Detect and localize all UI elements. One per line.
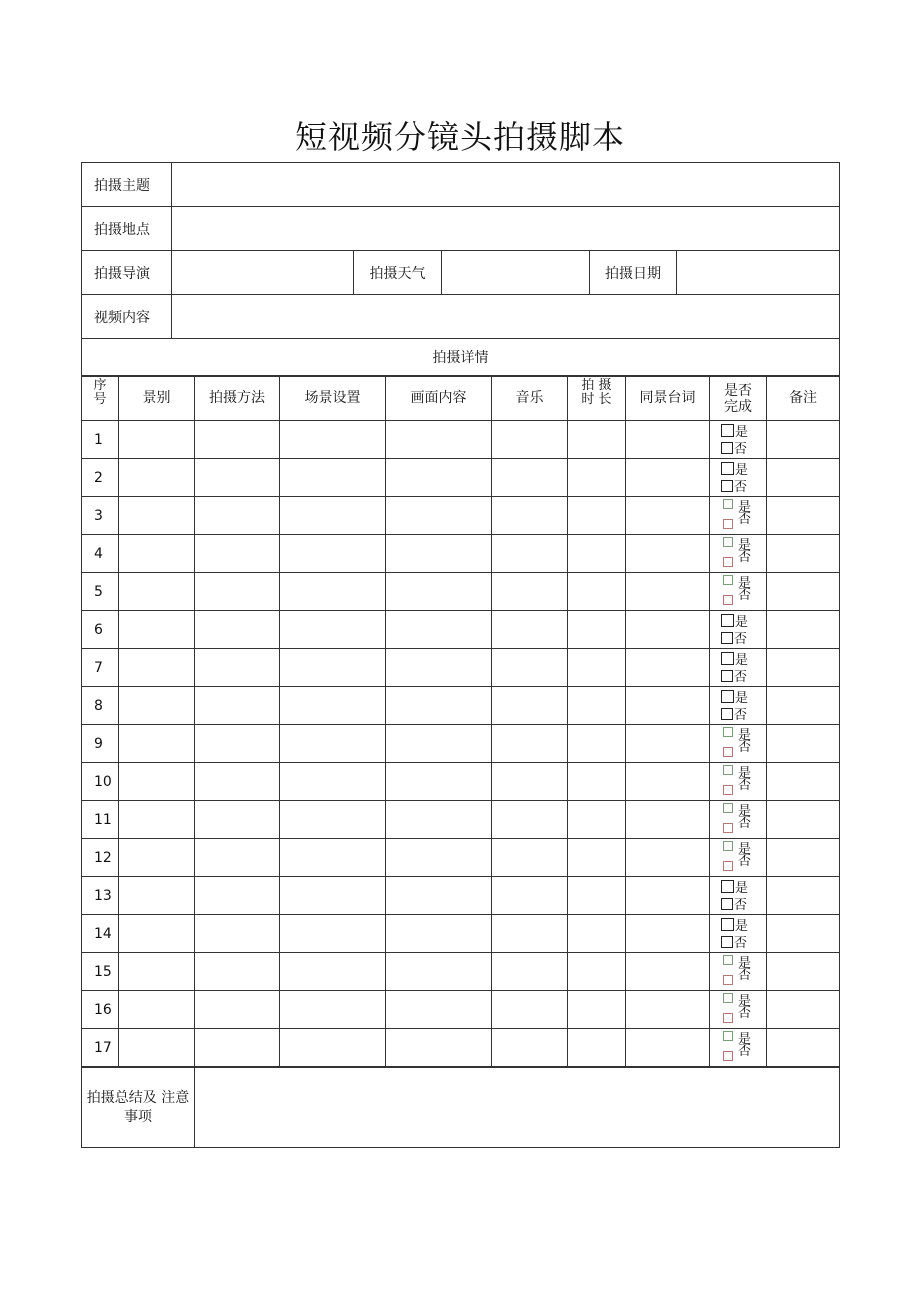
shot-cell[interactable] bbox=[119, 573, 195, 611]
music-cell[interactable] bbox=[492, 763, 568, 801]
done-cell bbox=[710, 573, 767, 611]
info-table bbox=[81, 162, 840, 376]
no-checkbox[interactable] bbox=[723, 557, 733, 567]
shot-cell[interactable] bbox=[119, 535, 195, 573]
duration-cell[interactable] bbox=[568, 1029, 626, 1067]
table-row bbox=[82, 801, 840, 839]
dialogue-cell[interactable] bbox=[626, 953, 710, 991]
no-checkbox[interactable] bbox=[721, 480, 733, 492]
no-option-label: 否 bbox=[738, 968, 752, 983]
method-cell[interactable] bbox=[195, 573, 280, 611]
row-number: 2 bbox=[82, 459, 119, 497]
yes-option-label: 是 bbox=[738, 804, 752, 819]
date-label: 拍摄日期 bbox=[590, 251, 677, 295]
method-cell[interactable] bbox=[195, 459, 280, 497]
frame-cell[interactable] bbox=[386, 763, 492, 801]
row-number: 14 bbox=[82, 915, 119, 953]
no-option-label: 否 bbox=[734, 936, 748, 951]
method-cell[interactable] bbox=[195, 991, 280, 1029]
scene-cell[interactable] bbox=[280, 1029, 386, 1067]
yes-option-label: 是 bbox=[738, 842, 752, 857]
row-number: 6 bbox=[82, 611, 119, 649]
scene-cell[interactable] bbox=[280, 497, 386, 535]
yes-option-label: 是 bbox=[735, 919, 749, 934]
yes-option-label: 是 bbox=[738, 500, 752, 515]
no-checkbox[interactable] bbox=[721, 632, 733, 644]
yes-option-label: 是 bbox=[738, 994, 752, 1009]
details-title: 拍摄详情 bbox=[82, 339, 840, 376]
table-row bbox=[82, 877, 840, 915]
music-cell[interactable] bbox=[492, 535, 568, 573]
theme-label: 拍摄主题 bbox=[82, 163, 172, 207]
yes-checkbox[interactable] bbox=[723, 727, 733, 737]
dialogue-cell[interactable] bbox=[626, 687, 710, 725]
music-cell[interactable] bbox=[492, 459, 568, 497]
table-row bbox=[82, 535, 840, 573]
scene-cell[interactable] bbox=[280, 953, 386, 991]
method-cell[interactable] bbox=[195, 1029, 280, 1067]
done-cell bbox=[710, 535, 767, 573]
row-number: 13 bbox=[82, 877, 119, 915]
yes-option-label: 是 bbox=[738, 1032, 752, 1047]
row-number: 4 bbox=[82, 535, 119, 573]
dialogue-cell[interactable] bbox=[626, 535, 710, 573]
frame-cell[interactable] bbox=[386, 801, 492, 839]
shot-cell[interactable] bbox=[119, 459, 195, 497]
dialogue-cell[interactable] bbox=[626, 839, 710, 877]
no-checkbox[interactable] bbox=[723, 747, 733, 757]
scene-cell[interactable] bbox=[280, 687, 386, 725]
no-checkbox[interactable] bbox=[723, 975, 733, 985]
duration-cell[interactable] bbox=[568, 611, 626, 649]
date-field[interactable] bbox=[677, 251, 840, 295]
done-cell bbox=[710, 877, 767, 915]
script-sheet bbox=[81, 162, 839, 1148]
music-cell[interactable] bbox=[492, 915, 568, 953]
music-cell[interactable] bbox=[492, 839, 568, 877]
method-cell[interactable] bbox=[195, 953, 280, 991]
shot-table bbox=[81, 376, 840, 1067]
no-option-label: 否 bbox=[738, 1006, 752, 1021]
done-cell bbox=[710, 991, 767, 1029]
music-cell[interactable] bbox=[492, 877, 568, 915]
remark-cell[interactable] bbox=[767, 801, 840, 839]
yes-option-label: 是 bbox=[738, 956, 752, 971]
yes-checkbox[interactable] bbox=[723, 765, 733, 775]
col-duration: 拍 摄 时 长 bbox=[568, 377, 626, 421]
table-row bbox=[82, 725, 840, 763]
no-option-label: 否 bbox=[738, 1044, 752, 1059]
no-checkbox[interactable] bbox=[721, 442, 733, 454]
col-seq: 序 号 bbox=[82, 377, 119, 421]
duration-cell[interactable] bbox=[568, 801, 626, 839]
yes-option-label: 是 bbox=[735, 881, 749, 896]
no-option-label: 否 bbox=[734, 480, 748, 495]
table-row bbox=[82, 573, 840, 611]
music-cell[interactable] bbox=[492, 649, 568, 687]
remark-cell[interactable] bbox=[767, 877, 840, 915]
music-cell[interactable] bbox=[492, 953, 568, 991]
director-label: 拍摄导演 bbox=[82, 251, 172, 295]
col-shot: 景别 bbox=[119, 377, 195, 421]
row-number: 10 bbox=[82, 763, 119, 801]
yes-checkbox[interactable] bbox=[723, 499, 733, 509]
duration-cell[interactable] bbox=[568, 535, 626, 573]
yes-option-label: 是 bbox=[735, 425, 749, 440]
dialogue-cell[interactable] bbox=[626, 725, 710, 763]
dialogue-cell[interactable] bbox=[626, 877, 710, 915]
done-cell bbox=[710, 763, 767, 801]
col-remark: 备注 bbox=[767, 377, 840, 421]
shot-cell[interactable] bbox=[119, 649, 195, 687]
row-number: 11 bbox=[82, 801, 119, 839]
dialogue-cell[interactable] bbox=[626, 459, 710, 497]
method-cell[interactable] bbox=[195, 649, 280, 687]
frame-cell[interactable] bbox=[386, 953, 492, 991]
shot-cell[interactable] bbox=[119, 687, 195, 725]
method-cell[interactable] bbox=[195, 725, 280, 763]
remark-cell[interactable] bbox=[767, 763, 840, 801]
done-cell bbox=[710, 459, 767, 497]
row-number: 8 bbox=[82, 687, 119, 725]
weather-label: 拍摄天气 bbox=[354, 251, 442, 295]
col-done: 是否 完成 bbox=[710, 377, 767, 421]
frame-cell[interactable] bbox=[386, 991, 492, 1029]
remark-cell[interactable] bbox=[767, 421, 840, 459]
scene-cell[interactable] bbox=[280, 915, 386, 953]
col-scene: 场景设置 bbox=[280, 377, 386, 421]
no-checkbox[interactable] bbox=[721, 670, 733, 682]
shot-cell[interactable] bbox=[119, 497, 195, 535]
done-cell bbox=[710, 1029, 767, 1067]
music-cell[interactable] bbox=[492, 421, 568, 459]
music-cell[interactable] bbox=[492, 497, 568, 535]
table-row bbox=[82, 763, 840, 801]
no-checkbox[interactable] bbox=[723, 1013, 733, 1023]
no-option-label: 否 bbox=[734, 708, 748, 723]
duration-cell[interactable] bbox=[568, 725, 626, 763]
method-cell[interactable] bbox=[195, 839, 280, 877]
yes-checkbox[interactable] bbox=[723, 993, 733, 1003]
yes-checkbox[interactable] bbox=[721, 880, 734, 893]
dialogue-cell[interactable] bbox=[626, 1029, 710, 1067]
frame-cell[interactable] bbox=[386, 725, 492, 763]
table-row bbox=[82, 611, 840, 649]
frame-cell[interactable] bbox=[386, 687, 492, 725]
remark-cell[interactable] bbox=[767, 497, 840, 535]
dialogue-cell[interactable] bbox=[626, 497, 710, 535]
no-checkbox[interactable] bbox=[723, 785, 733, 795]
duration-cell[interactable] bbox=[568, 687, 626, 725]
done-cell bbox=[710, 839, 767, 877]
duration-cell[interactable] bbox=[568, 763, 626, 801]
table-row bbox=[82, 991, 840, 1029]
frame-cell[interactable] bbox=[386, 649, 492, 687]
row-number: 3 bbox=[82, 497, 119, 535]
scene-cell[interactable] bbox=[280, 459, 386, 497]
method-cell[interactable] bbox=[195, 877, 280, 915]
no-checkbox[interactable] bbox=[721, 936, 733, 948]
shot-cell[interactable] bbox=[119, 953, 195, 991]
dialogue-cell[interactable] bbox=[626, 649, 710, 687]
scene-cell[interactable] bbox=[280, 573, 386, 611]
duration-cell[interactable] bbox=[568, 991, 626, 1029]
done-cell bbox=[710, 953, 767, 991]
table-row bbox=[82, 421, 840, 459]
weather-field[interactable] bbox=[442, 251, 590, 295]
table-row bbox=[82, 839, 840, 877]
content-label: 视频内容 bbox=[82, 295, 172, 339]
shot-cell[interactable] bbox=[119, 839, 195, 877]
no-checkbox[interactable] bbox=[723, 823, 733, 833]
summary-field[interactable] bbox=[195, 1068, 840, 1148]
yes-checkbox[interactable] bbox=[723, 841, 733, 851]
no-checkbox[interactable] bbox=[723, 519, 733, 529]
scene-cell[interactable] bbox=[280, 991, 386, 1029]
yes-checkbox[interactable] bbox=[723, 803, 733, 813]
remark-cell[interactable] bbox=[767, 687, 840, 725]
dialogue-cell[interactable] bbox=[626, 763, 710, 801]
no-checkbox[interactable] bbox=[723, 595, 733, 605]
frame-cell[interactable] bbox=[386, 459, 492, 497]
col-dialogue: 同景台词 bbox=[626, 377, 710, 421]
duration-cell[interactable] bbox=[568, 953, 626, 991]
shot-cell[interactable] bbox=[119, 801, 195, 839]
music-cell[interactable] bbox=[492, 801, 568, 839]
frame-cell[interactable] bbox=[386, 573, 492, 611]
no-option-label: 否 bbox=[738, 778, 752, 793]
table-row bbox=[82, 687, 840, 725]
column-header-row bbox=[82, 377, 840, 421]
music-cell[interactable] bbox=[492, 611, 568, 649]
frame-cell[interactable] bbox=[386, 421, 492, 459]
done-cell bbox=[710, 915, 767, 953]
scene-cell[interactable] bbox=[280, 801, 386, 839]
row-number: 12 bbox=[82, 839, 119, 877]
table-row bbox=[82, 1029, 840, 1067]
remark-cell[interactable] bbox=[767, 839, 840, 877]
duration-cell[interactable] bbox=[568, 649, 626, 687]
yes-checkbox[interactable] bbox=[721, 652, 734, 665]
scene-cell[interactable] bbox=[280, 763, 386, 801]
table-row bbox=[82, 649, 840, 687]
scene-cell[interactable] bbox=[280, 725, 386, 763]
frame-cell[interactable] bbox=[386, 839, 492, 877]
content-field[interactable] bbox=[172, 295, 840, 339]
location-field[interactable] bbox=[172, 207, 840, 251]
method-cell[interactable] bbox=[195, 497, 280, 535]
method-cell[interactable] bbox=[195, 611, 280, 649]
table-row bbox=[82, 497, 840, 535]
no-option-label: 否 bbox=[738, 854, 752, 869]
yes-checkbox[interactable] bbox=[721, 424, 734, 437]
yes-checkbox[interactable] bbox=[721, 462, 734, 475]
done-cell bbox=[710, 687, 767, 725]
done-cell bbox=[710, 725, 767, 763]
dialogue-cell[interactable] bbox=[626, 801, 710, 839]
shot-cell[interactable] bbox=[119, 915, 195, 953]
no-option-label: 否 bbox=[738, 512, 752, 527]
music-cell[interactable] bbox=[492, 573, 568, 611]
scene-cell[interactable] bbox=[280, 839, 386, 877]
table-row bbox=[82, 915, 840, 953]
col-frame: 画面内容 bbox=[386, 377, 492, 421]
no-option-label: 否 bbox=[734, 670, 748, 685]
yes-checkbox[interactable] bbox=[721, 918, 734, 931]
yes-checkbox[interactable] bbox=[723, 1031, 733, 1041]
row-number: 5 bbox=[82, 573, 119, 611]
duration-cell[interactable] bbox=[568, 421, 626, 459]
row-number: 1 bbox=[82, 421, 119, 459]
music-cell[interactable] bbox=[492, 991, 568, 1029]
done-cell bbox=[710, 497, 767, 535]
frame-cell[interactable] bbox=[386, 915, 492, 953]
table-row bbox=[82, 459, 840, 497]
duration-cell[interactable] bbox=[568, 839, 626, 877]
scene-cell[interactable] bbox=[280, 611, 386, 649]
remark-cell[interactable] bbox=[767, 725, 840, 763]
remark-cell[interactable] bbox=[767, 459, 840, 497]
method-cell[interactable] bbox=[195, 763, 280, 801]
scene-cell[interactable] bbox=[280, 421, 386, 459]
duration-cell[interactable] bbox=[568, 877, 626, 915]
dialogue-cell[interactable] bbox=[626, 915, 710, 953]
yes-checkbox[interactable] bbox=[721, 614, 734, 627]
no-checkbox[interactable] bbox=[721, 708, 733, 720]
duration-cell[interactable] bbox=[568, 497, 626, 535]
scene-cell[interactable] bbox=[280, 649, 386, 687]
no-option-label: 否 bbox=[738, 550, 752, 565]
yes-option-label: 是 bbox=[738, 538, 752, 553]
duration-cell[interactable] bbox=[568, 573, 626, 611]
yes-option-label: 是 bbox=[738, 576, 752, 591]
summary-table bbox=[81, 1067, 840, 1148]
frame-cell[interactable] bbox=[386, 535, 492, 573]
location-label: 拍摄地点 bbox=[82, 207, 172, 251]
method-cell[interactable] bbox=[195, 421, 280, 459]
remark-cell[interactable] bbox=[767, 1029, 840, 1067]
duration-cell[interactable] bbox=[568, 459, 626, 497]
director-field[interactable] bbox=[172, 251, 354, 295]
row-number: 9 bbox=[82, 725, 119, 763]
col-method: 拍摄方法 bbox=[195, 377, 280, 421]
table-row bbox=[82, 953, 840, 991]
shot-cell[interactable] bbox=[119, 991, 195, 1029]
yes-option-label: 是 bbox=[735, 463, 749, 478]
music-cell[interactable] bbox=[492, 1029, 568, 1067]
yes-checkbox[interactable] bbox=[723, 537, 733, 547]
remark-cell[interactable] bbox=[767, 991, 840, 1029]
summary-label: 拍摄总结及 注意事项 bbox=[82, 1068, 195, 1148]
shot-cell[interactable] bbox=[119, 763, 195, 801]
remark-cell[interactable] bbox=[767, 649, 840, 687]
done-cell bbox=[710, 421, 767, 459]
yes-checkbox[interactable] bbox=[723, 955, 733, 965]
theme-field[interactable] bbox=[172, 163, 840, 207]
scene-cell[interactable] bbox=[280, 877, 386, 915]
no-option-label: 否 bbox=[738, 740, 752, 755]
dialogue-cell[interactable] bbox=[626, 611, 710, 649]
row-number: 16 bbox=[82, 991, 119, 1029]
yes-option-label: 是 bbox=[738, 766, 752, 781]
frame-cell[interactable] bbox=[386, 611, 492, 649]
duration-cell[interactable] bbox=[568, 915, 626, 953]
yes-option-label: 是 bbox=[735, 691, 749, 706]
method-cell[interactable] bbox=[195, 801, 280, 839]
dialogue-cell[interactable] bbox=[626, 991, 710, 1029]
frame-cell[interactable] bbox=[386, 877, 492, 915]
music-cell[interactable] bbox=[492, 687, 568, 725]
remark-cell[interactable] bbox=[767, 915, 840, 953]
done-cell bbox=[710, 801, 767, 839]
dialogue-cell[interactable] bbox=[626, 421, 710, 459]
shot-cell[interactable] bbox=[119, 611, 195, 649]
frame-cell[interactable] bbox=[386, 497, 492, 535]
no-option-label: 否 bbox=[734, 898, 748, 913]
remark-cell[interactable] bbox=[767, 573, 840, 611]
no-checkbox[interactable] bbox=[723, 1051, 733, 1061]
yes-checkbox[interactable] bbox=[723, 575, 733, 585]
yes-option-label: 是 bbox=[738, 728, 752, 743]
no-option-label: 否 bbox=[738, 588, 752, 603]
dialogue-cell[interactable] bbox=[626, 573, 710, 611]
yes-option-label: 是 bbox=[735, 615, 749, 630]
method-cell[interactable] bbox=[195, 687, 280, 725]
frame-cell[interactable] bbox=[386, 1029, 492, 1067]
remark-cell[interactable] bbox=[767, 535, 840, 573]
row-number: 15 bbox=[82, 953, 119, 991]
scene-cell[interactable] bbox=[280, 535, 386, 573]
no-option-label: 否 bbox=[738, 816, 752, 831]
remark-cell[interactable] bbox=[767, 611, 840, 649]
row-number: 17 bbox=[82, 1029, 119, 1067]
no-checkbox[interactable] bbox=[721, 898, 733, 910]
done-cell bbox=[710, 649, 767, 687]
no-option-label: 否 bbox=[734, 632, 748, 647]
music-cell[interactable] bbox=[492, 725, 568, 763]
yes-option-label: 是 bbox=[735, 653, 749, 668]
shot-cell[interactable] bbox=[119, 877, 195, 915]
shot-cell[interactable] bbox=[119, 1029, 195, 1067]
done-cell bbox=[710, 611, 767, 649]
col-music: 音乐 bbox=[492, 377, 568, 421]
no-option-label: 否 bbox=[734, 442, 748, 457]
shot-cell[interactable] bbox=[119, 421, 195, 459]
method-cell[interactable] bbox=[195, 915, 280, 953]
row-number: 7 bbox=[82, 649, 119, 687]
method-cell[interactable] bbox=[195, 535, 280, 573]
yes-checkbox[interactable] bbox=[721, 690, 734, 703]
shot-cell[interactable] bbox=[119, 725, 195, 763]
remark-cell[interactable] bbox=[767, 953, 840, 991]
no-checkbox[interactable] bbox=[723, 861, 733, 871]
page-title: 短视频分镜头拍摄脚本 bbox=[294, 118, 625, 156]
